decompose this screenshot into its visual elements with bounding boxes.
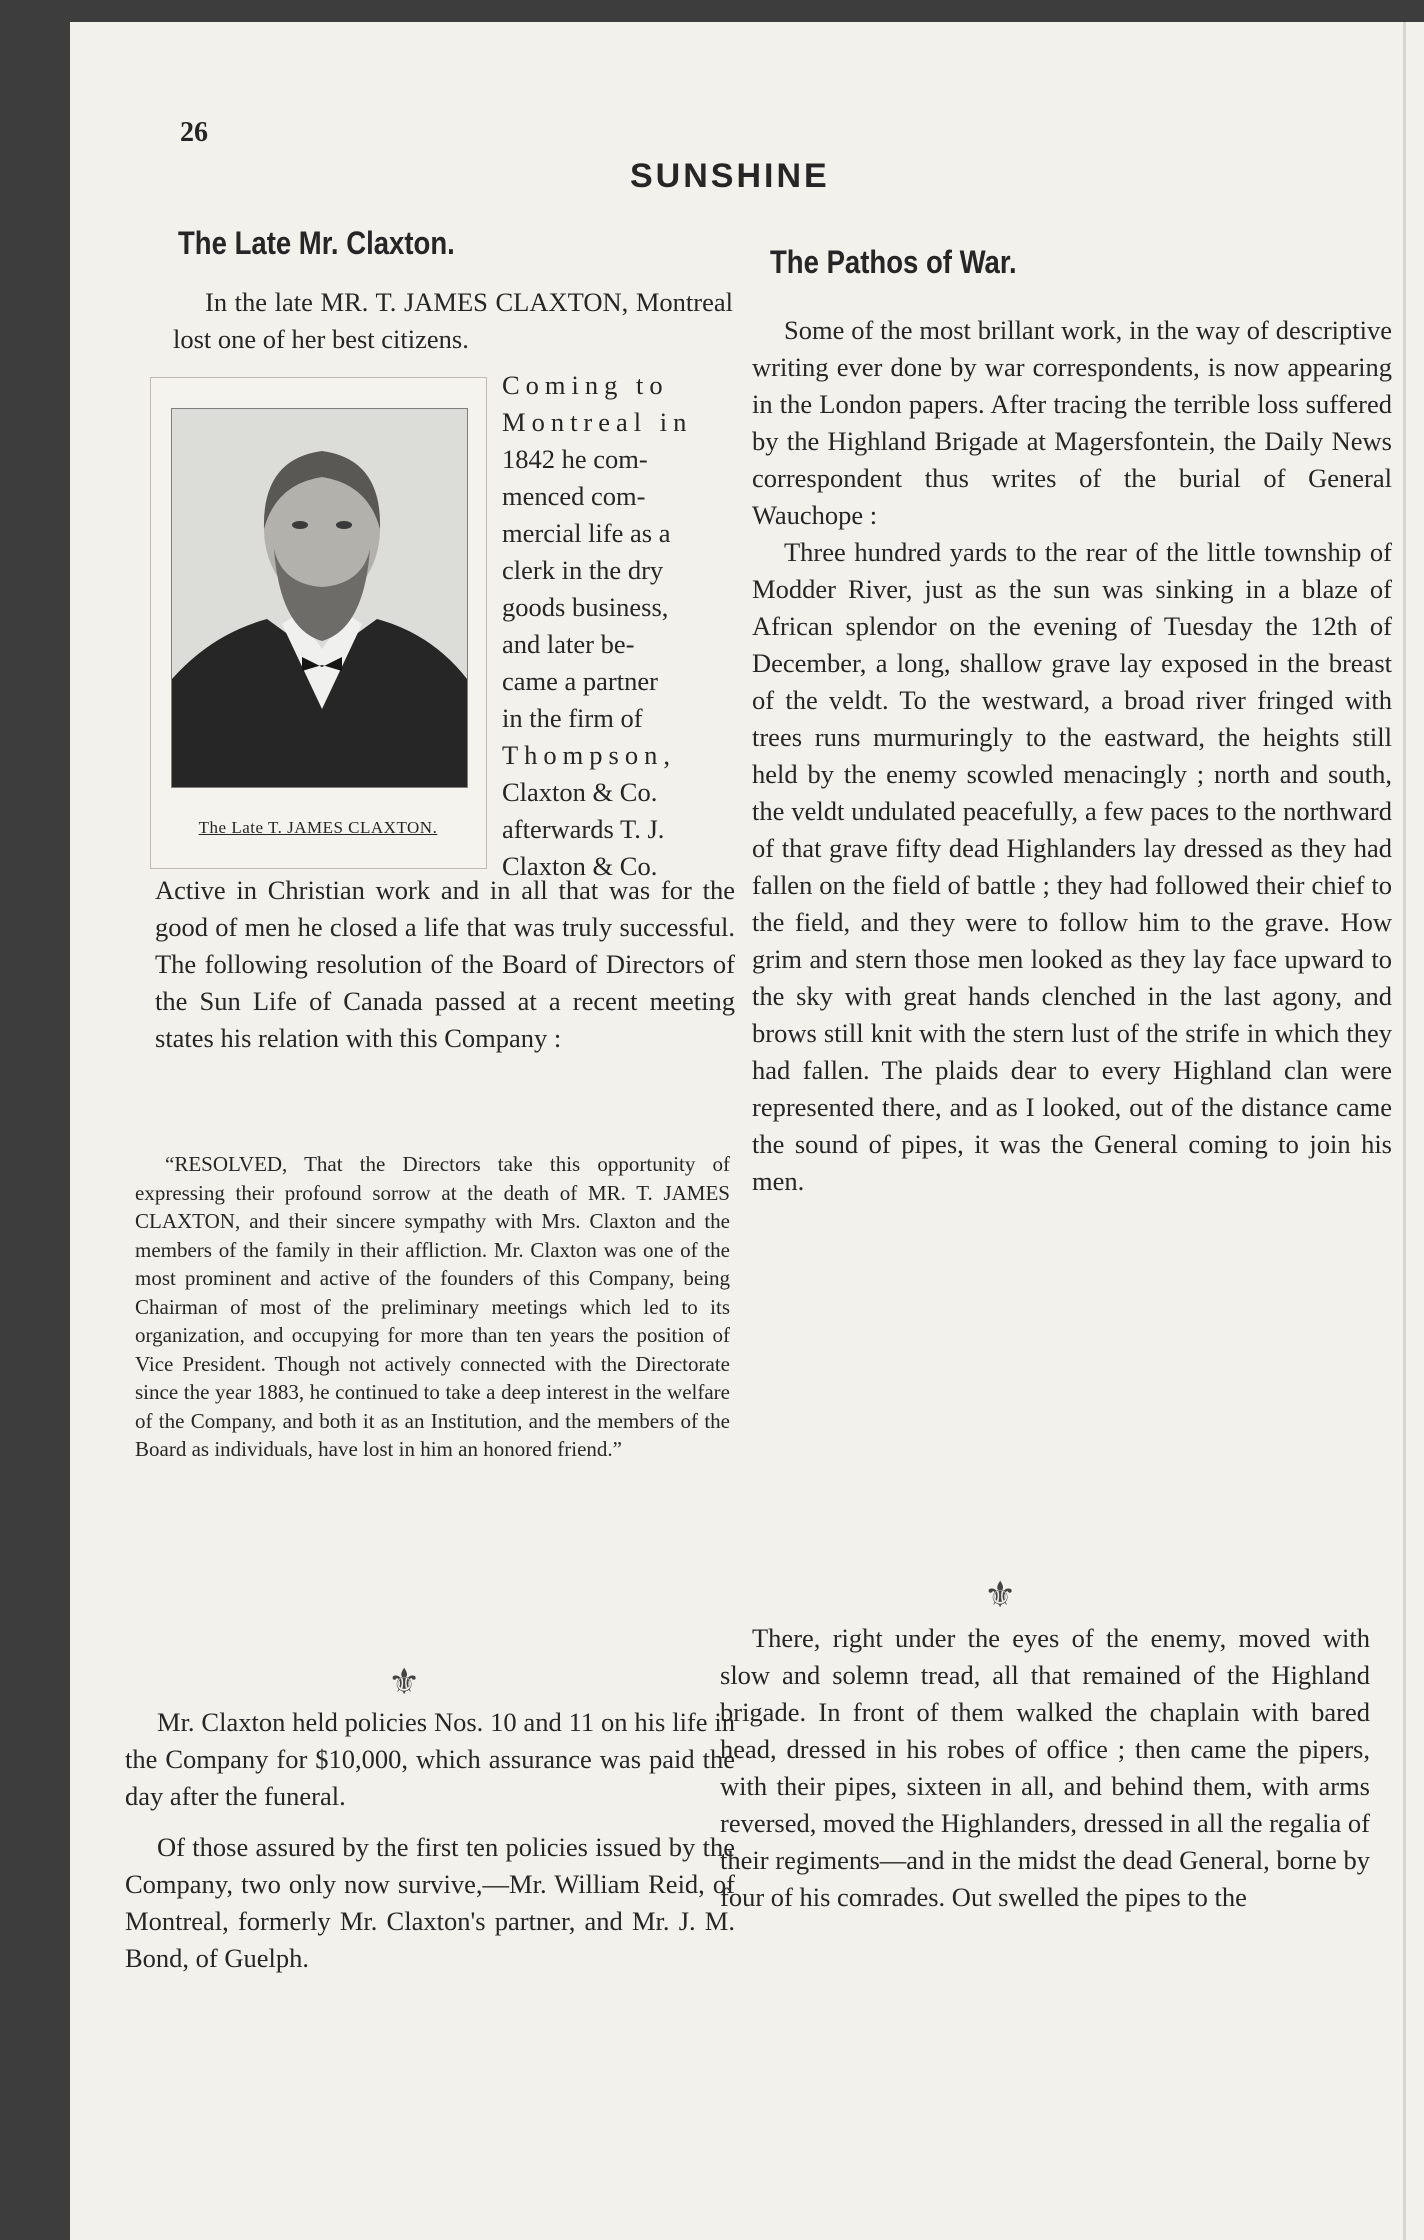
wrapped-line: in the firm of xyxy=(502,703,643,733)
board-resolution-quote: “RESOLVED, That the Directors take this opportunity of expressing their profound sorrow at the death of MR. T. JAMES CLAXTON, and their sincere sympathy with Mrs. Claxton and the members of the family in their affliction. Mr. Claxton was one of the most prominent and active of the founders of this Company, being Chairman of most of the preliminary meetings which led to its organization, and occupying for more than ten years the position of Vice President. Though not actively connected with the Directorate since the year 1883, he continued to take a deep interest in the welfare of the Company, and both it as an Institution, and the members of the Board as individuals, have lost in him an honored friend.” xyxy=(135,1152,730,1461)
body-paragraph: Some of the most brillant work, in the way of descriptive writing ever done by war correspondents, is now appearing in the London papers. After tracing the terrible loss suffered by the Highland Brigade at Magersfontein, the Daily News correspondent thus writes of the burial of General Wauchope : xyxy=(752,315,1392,530)
wrapped-text-beside-portrait xyxy=(502,367,738,885)
portrait-caption: The Late T. JAMES CLAXTON. xyxy=(198,818,438,837)
right-article-title: The Pathos of War. xyxy=(770,244,1017,280)
wrapped-line: clerk in the dry xyxy=(502,555,664,585)
survivors-paragraph: Of those assured by the first ten policies issued by the Company, two only now survive,—Mr. William Reid, of Montreal, formerly Mr. Claxton's partner, and Mr. J. M. Bond, of Guelph. xyxy=(125,1832,735,1973)
left-article-intro xyxy=(173,284,733,358)
body-paragraph: Active in Christian work and in all that was for the good of men he closed a life that was truly successful. The following resolution of the Board of Directors of the Sun Life of Canada passed at a recent meeting states his relation with this Company : xyxy=(155,875,735,1053)
policies-paragraph: Mr. Claxton held policies Nos. 10 and 11 on his life in the Company for $10,000, which assurance was paid the day after the funeral. xyxy=(125,1707,735,1811)
wrapped-line: came a partner xyxy=(502,666,658,696)
fleur-de-lis-icon: ⚜ xyxy=(388,1662,421,1703)
right-article-continued xyxy=(720,1620,1370,1916)
wrapped-line: 1842 he com- xyxy=(502,444,648,474)
wrapped-line: goods business, xyxy=(502,592,669,622)
wrapped-line: Coming to xyxy=(502,370,669,400)
wrapped-line: Claxton & Co. xyxy=(502,777,658,807)
wrapped-line: and later be- xyxy=(502,629,635,659)
portrait-photo-icon xyxy=(171,408,468,788)
intro-paragraph: In the late MR. T. JAMES CLAXTON, Montreal lost one of her best citizens. xyxy=(173,287,733,354)
wrapped-line: Montreal in xyxy=(502,407,693,437)
fleur-de-lis-icon: ⚜ xyxy=(984,1575,1017,1616)
wrapped-line: Thompson, xyxy=(502,740,676,770)
portrait-figure xyxy=(150,377,487,869)
right-article-body xyxy=(752,312,1392,1200)
wrapped-line: afterwards T. J. xyxy=(502,814,665,844)
left-article-title: The Late Mr. Claxton. xyxy=(178,225,455,261)
magazine-page xyxy=(70,22,1424,2240)
wrapped-line: menced com- xyxy=(502,481,646,511)
wrapped-line: mercial life as a xyxy=(502,518,671,548)
body-paragraph: There, right under the eyes of the enemy, moved with slow and solemn tread, all that remained of the Highland brigade. In front of them walked the chaplain with bared head, dressed in his robes of office ; then came the pipers, with their pipes, sixteen in all, and behind them, with arms reversed, moved the Highlanders, dressed in all the regalia of their regiments—and in the midst the dead General, borne by four of his comrades. Out swelled the pipes to the xyxy=(720,1623,1370,1912)
left-article-closing xyxy=(125,1704,735,1977)
left-article-body xyxy=(155,872,735,1057)
wrapped-line: Claxton & Co. xyxy=(502,851,658,881)
page-edge xyxy=(1403,22,1406,2240)
running-head: SUNSHINE xyxy=(630,157,830,195)
page-number: 26 xyxy=(180,117,208,148)
body-paragraph: Three hundred yards to the rear of the little township of Modder River, just as the sun was sinking in a blaze of African splendor on the evening of Tuesday the 12th of December, a long, shallow grave lay exposed in the breast of the veldt. To the westward, a broad river fringed with trees runs murmuringly to the eastward, the heights still held by the enemy scowled menacingly ; north and south, the veldt undulated peacefully, a few paces to the northward of that grave fifty dead Highlanders lay dressed as they had fallen on the field of battle ; they had followed their chief to the field, and they were to follow him to the grave. How grim and stern those men looked as they lay face upward to the sky with great hands clenched in the last agony, and brows still knit with the stern lust of the strife in which they had fallen. The plaids dear to every Highland clan were represented there, and as I looked, out of the distance came the sound of pipes, it was the General coming to join his men. xyxy=(752,537,1392,1196)
